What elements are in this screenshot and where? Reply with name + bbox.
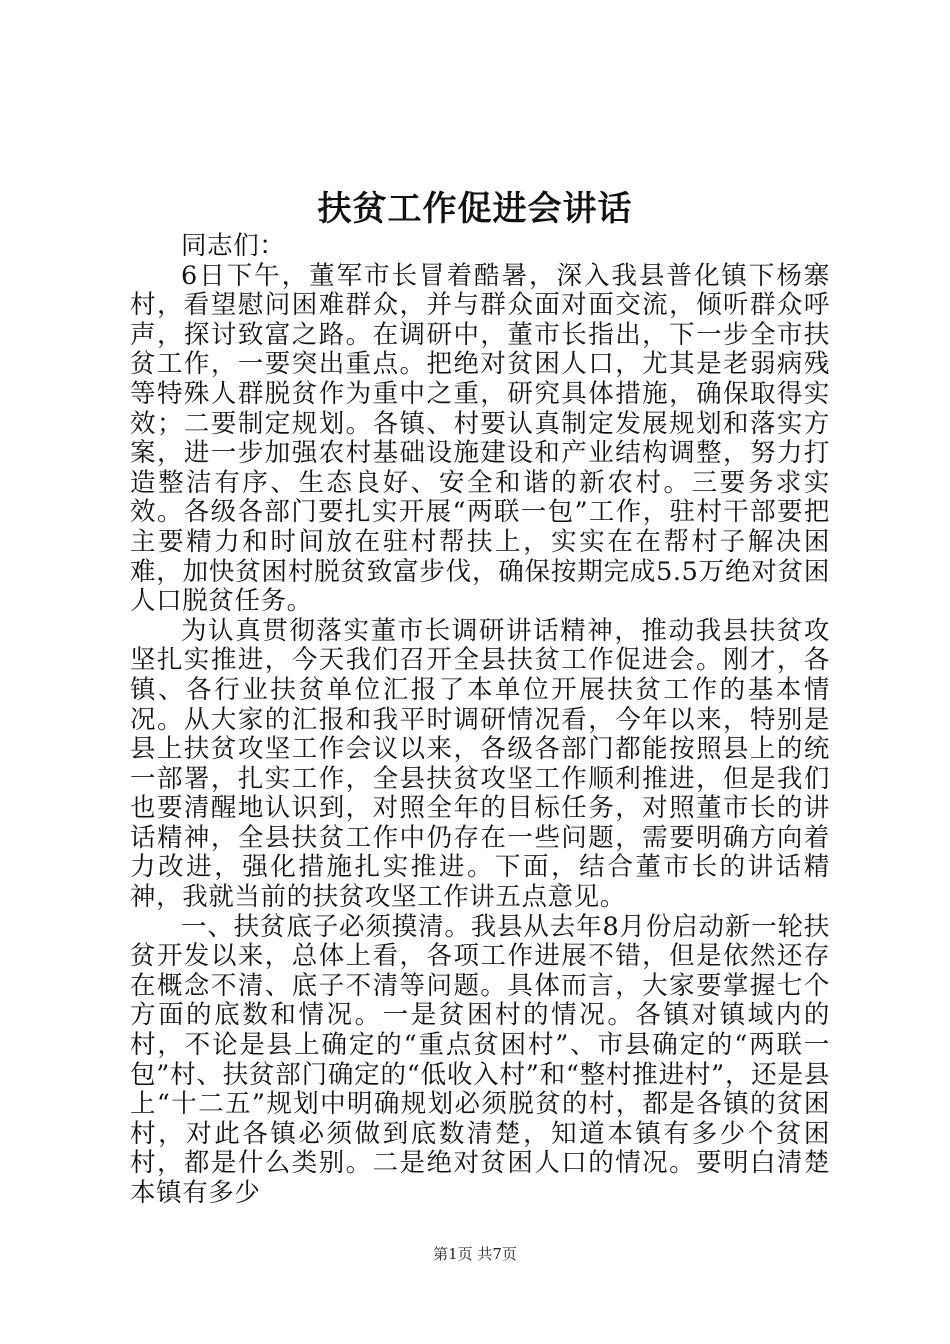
document-body <box>130 232 830 1209</box>
paragraph-2: 为认真贯彻落实董市长调研讲话精神，推动我县扶贫攻坚扎实推进，今天我们召开全县扶贫工作促进会。刚才，各镇、各行业扶贫单位汇报了本单位开展扶贫工作的基本情况。从大家的汇报和我平时调研情况看，今年以来，特别是县上扶贫攻坚工作会议以来，各级各部门都能按照县上的统一部署，扎实工作，全县扶贫攻坚工作顺利推进，但是我们也要清醒地认识到，对照全年的目标任务，对照董市长的讲话精神，全县扶贫工作中仍存在一些问题，需要明确方向着力改进，强化措施扎实推进。下面，结合董市长的讲话精神，我就当前的扶贫攻坚工作讲五点意见。 <box>130 615 830 913</box>
document-title: 扶贫工作促进会讲话 <box>317 189 633 229</box>
salutation: 同志们： <box>181 231 286 261</box>
page-footer: 第1页 共7页 <box>433 1245 517 1263</box>
paragraph-3: 一、扶贫底子必须摸清。我县从去年8月份启动新一轮扶贫开发以来，总体上看，各项工作进展不错，但是依然还存在概念不清、底子不清等问题。具体而言，大家要掌握七个方面的底数和情况。一是贫困村的情况。各镇对镇域内的村，不论是县上确定的“重点贫困村”、市县确定的“两联一包”村、扶贫部门确定的“低收入村”和“整村推进村”，还是县上“十二五”规划中明确规划必须脱贫的村，都是各镇的贫困村，对此各镇必须做到底数清楚，知道本镇有多少个贫困村，都是什么类别。二是绝对贫困人口的情况。要明白清楚本镇有多少 <box>130 911 830 1208</box>
paragraph-1: 6日下午，董军市长冒着酷暑，深入我县普化镇下杨寨村，看望慰问困难群众，并与群众面对面交流，倾听群众呼声，探讨致富之路。在调研中，董市长指出，下一步全市扶贫工作，一要突出重点。把绝对贫困人口，尤其是老弱病残等特殊人群脱贫作为重中之重，研究具体措施，确保取得实效；二要制定规划。各镇、村要认真制定发展规划和落实方案，进一步加强农村基础设施建设和产业结构调整，努力打造整洁有序、生态良好、安全和谐的新农村。三要务求实效。各级各部门要扎实开展“两联一包”工作，驻村干部要把主要精力和时间放在驻村帮扶上，实实在在帮村子解决困难，加快贫困村脱贫致富步伐，确保按期完成5.5万绝对贫困人口脱贫任务。 <box>130 260 830 617</box>
